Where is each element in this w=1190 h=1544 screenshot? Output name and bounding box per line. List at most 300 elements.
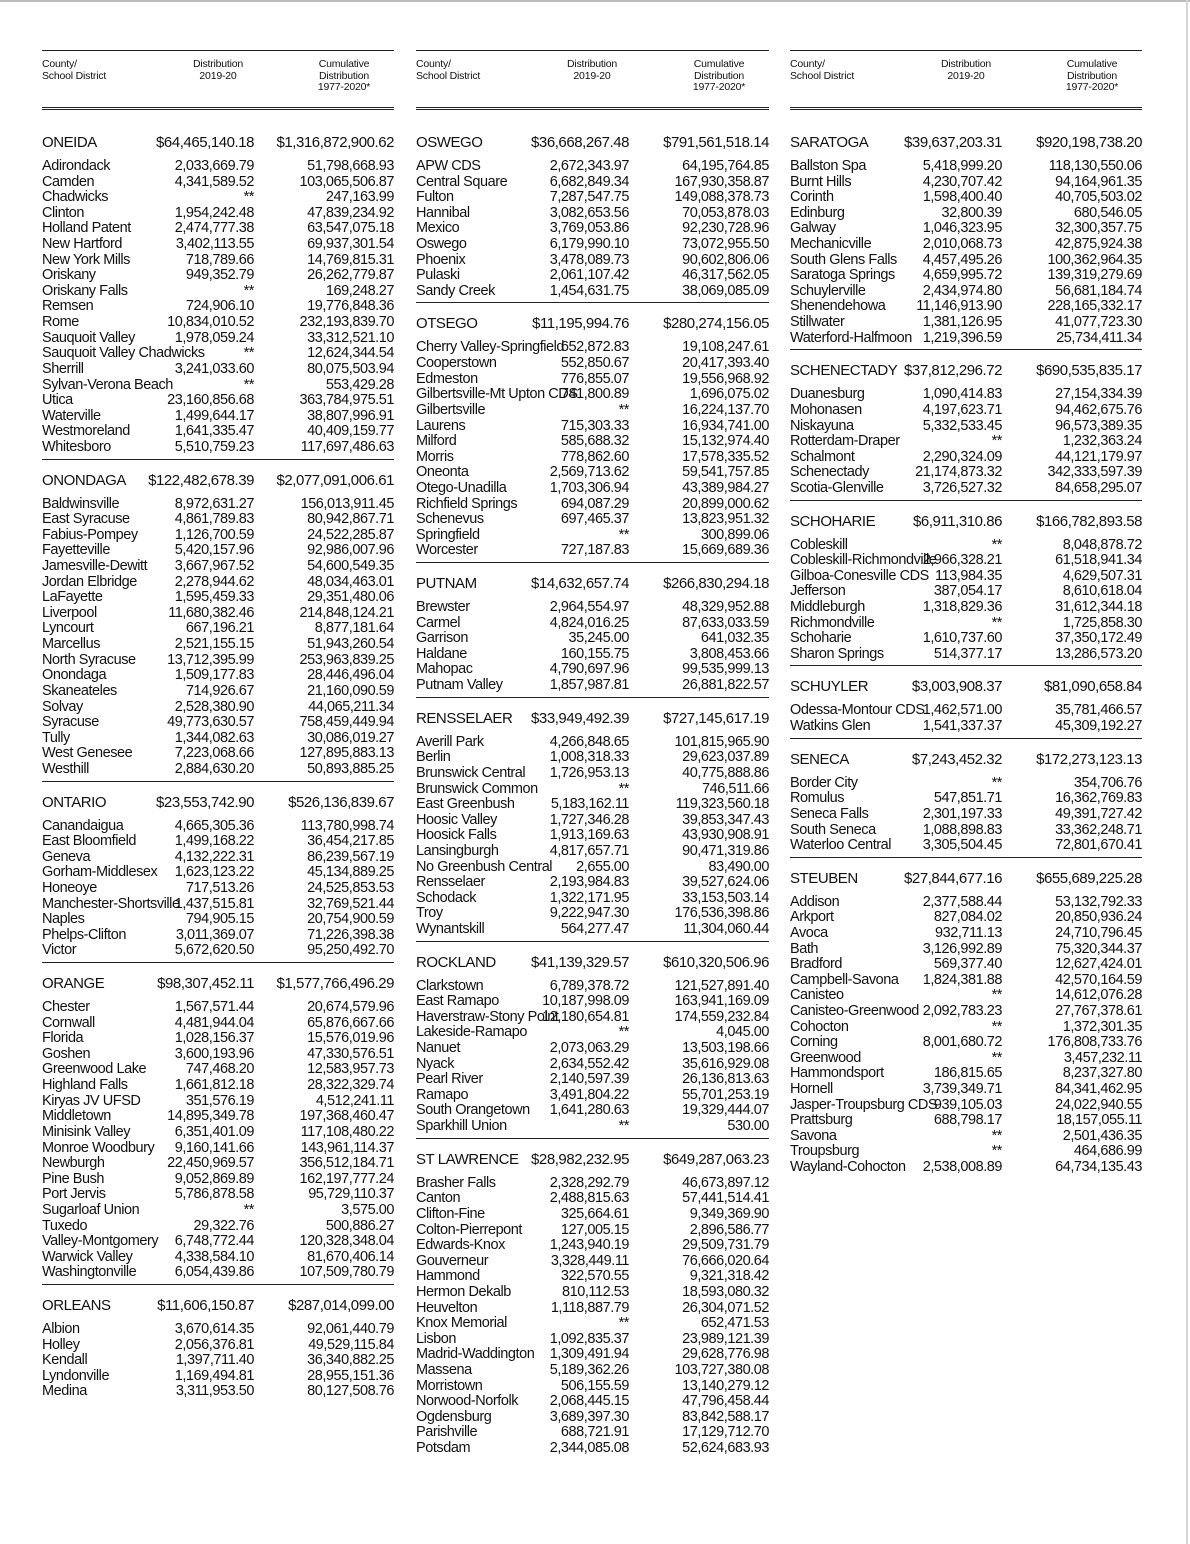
district-cumulative: 92,061,440.79 bbox=[307, 1321, 394, 1337]
table-row bbox=[416, 1254, 769, 1270]
table-row bbox=[42, 331, 394, 347]
district-cumulative: 162,197,777.24 bbox=[299, 1170, 394, 1187]
district-cumulative: 20,417,393.40 bbox=[682, 355, 769, 372]
district-distribution: 2,328,292.79 bbox=[549, 1174, 629, 1191]
table-row bbox=[416, 268, 769, 284]
table-row bbox=[790, 284, 1142, 300]
table-row bbox=[416, 616, 769, 632]
district-name: Brunswick Common bbox=[416, 780, 538, 797]
table-row bbox=[42, 1338, 394, 1354]
district-distribution: 1,219,396.59 bbox=[922, 329, 1002, 346]
district-cumulative: 174,559,232.84 bbox=[674, 1008, 769, 1025]
table-row bbox=[416, 844, 769, 860]
table-row bbox=[790, 957, 1142, 973]
district-distribution: 6,748,772.44 bbox=[174, 1233, 254, 1250]
district-cumulative: 167,930,358.87 bbox=[674, 173, 769, 190]
district-cumulative: 17,578,335.52 bbox=[682, 448, 769, 465]
district-distribution: 1,598,400.40 bbox=[922, 189, 1002, 206]
table-row bbox=[790, 1035, 1142, 1051]
table-row bbox=[416, 631, 769, 647]
district-cumulative: 49,391,727.42 bbox=[1055, 805, 1142, 822]
table-row bbox=[790, 973, 1142, 989]
district-distribution: 3,670,614.35 bbox=[174, 1321, 254, 1337]
district-distribution: 552,850.67 bbox=[560, 355, 629, 372]
district-cumulative: 20,674,579.96 bbox=[307, 999, 394, 1016]
column-header bbox=[790, 50, 1142, 110]
district-cumulative: 101,815,965.90 bbox=[674, 733, 769, 750]
district-name: Wayland-Cohocton bbox=[790, 1159, 906, 1176]
county-row bbox=[416, 128, 769, 158]
district-name: Middleburgh bbox=[790, 599, 865, 616]
district-name: Schenectady bbox=[790, 464, 869, 481]
district-distribution: 1,661,812.18 bbox=[174, 1077, 254, 1094]
district-distribution: 49,773,630.57 bbox=[167, 714, 254, 731]
district-cumulative: 143,961,114.37 bbox=[300, 1139, 394, 1156]
table-row bbox=[416, 237, 769, 253]
district-list bbox=[416, 1176, 769, 1457]
district-cumulative: 758,459,449.94 bbox=[299, 714, 394, 731]
county-distribution: $33,949,492.39 bbox=[531, 709, 629, 727]
district-name: Berlin bbox=[416, 749, 451, 766]
county-cumulative: $920,198,738.20 bbox=[1036, 134, 1142, 151]
district-cumulative: 3,808,453.66 bbox=[689, 645, 769, 662]
table-row bbox=[790, 159, 1142, 175]
district-name: Canisteo bbox=[790, 987, 844, 1004]
district-distribution: ** bbox=[991, 433, 1002, 450]
district-name: Pulaski bbox=[416, 267, 460, 284]
district-distribution: 32,800.39 bbox=[941, 204, 1002, 221]
district-cumulative: 12,627,424.01 bbox=[1055, 956, 1142, 973]
table-row bbox=[42, 543, 394, 559]
county-row bbox=[416, 948, 769, 978]
county-cumulative: $690,535,835.17 bbox=[1036, 362, 1142, 380]
county-row bbox=[790, 128, 1142, 158]
page-top-border bbox=[0, 0, 1190, 2]
district-distribution: 547,851.71 bbox=[933, 790, 1002, 807]
district-distribution: 160,155.75 bbox=[560, 645, 629, 662]
district-distribution: 3,769,053.86 bbox=[549, 220, 629, 237]
district-cumulative: 1,232,363.24 bbox=[1062, 433, 1142, 450]
table-row bbox=[416, 891, 769, 907]
header-county: County/ School District bbox=[790, 58, 855, 82]
district-distribution: 514,377.17 bbox=[933, 645, 1002, 662]
district-cumulative: 37,350,172.49 bbox=[1055, 630, 1142, 647]
district-cumulative: 18,593,080.32 bbox=[682, 1283, 769, 1300]
district-cumulative: 641,032.35 bbox=[700, 630, 769, 647]
district-distribution: 3,305,504.45 bbox=[922, 837, 1002, 854]
district-cumulative: 15,576,019.96 bbox=[307, 1030, 394, 1047]
table-row bbox=[42, 346, 394, 362]
table-row bbox=[42, 268, 394, 284]
district-name: Waterville bbox=[42, 407, 101, 424]
table-row bbox=[416, 1041, 769, 1057]
table-row bbox=[42, 1047, 394, 1063]
district-distribution: 1,954,242.48 bbox=[174, 204, 254, 221]
district-distribution: 2,092,783.23 bbox=[922, 1002, 1002, 1019]
district-distribution: 11,680,382.46 bbox=[168, 604, 254, 621]
district-name: Pearl River bbox=[416, 1071, 483, 1088]
district-distribution: 5,786,878.58 bbox=[174, 1186, 254, 1203]
district-cumulative: 90,602,806.06 bbox=[682, 251, 769, 268]
district-cumulative: 1,372,301.35 bbox=[1062, 1018, 1142, 1035]
district-distribution: 2,193,984.83 bbox=[549, 874, 629, 891]
district-name: Savona bbox=[790, 1127, 837, 1144]
district-distribution: 2,528,380.90 bbox=[174, 698, 254, 715]
county-name: SCHUYLER bbox=[790, 678, 869, 696]
district-cumulative: 20,754,900.59 bbox=[307, 911, 394, 928]
district-cumulative: 64,195,764.85 bbox=[682, 158, 769, 174]
district-cumulative: 32,300,357.75 bbox=[1055, 220, 1142, 237]
district-distribution: 2,538,008.89 bbox=[922, 1159, 1002, 1176]
district-name: Mechanicville bbox=[790, 236, 872, 253]
table-row bbox=[416, 481, 769, 497]
district-cumulative: 48,034,463.01 bbox=[307, 573, 394, 590]
district-name: Oriskany Falls bbox=[42, 282, 128, 299]
district-name: Corning bbox=[790, 1034, 838, 1051]
district-name: West Genesee bbox=[42, 745, 133, 762]
table-row bbox=[790, 1144, 1142, 1160]
district-distribution: 2,061,107.42 bbox=[549, 267, 629, 284]
district-cumulative: 90,471,319.86 bbox=[682, 842, 769, 859]
table-row bbox=[42, 865, 394, 881]
district-cumulative: 31,612,344.18 bbox=[1055, 599, 1142, 616]
district-distribution: 2,434,974.80 bbox=[922, 282, 1002, 299]
district-cumulative: 103,727,380.08 bbox=[674, 1362, 769, 1378]
district-distribution: 724,906.10 bbox=[185, 298, 254, 315]
table-row bbox=[416, 512, 769, 528]
table-row bbox=[42, 943, 394, 959]
table-row bbox=[42, 575, 394, 591]
district-name: Phoenix bbox=[416, 251, 466, 268]
district-cumulative: 35,781,466.57 bbox=[1055, 702, 1142, 719]
section-divider bbox=[42, 962, 394, 963]
county-name: SCHENECTADY bbox=[790, 362, 898, 380]
district-distribution: 12,180,654.81 bbox=[542, 1008, 629, 1025]
district-distribution: 3,478,089.73 bbox=[549, 251, 629, 268]
district-list bbox=[42, 819, 394, 959]
district-cumulative: 652,471.53 bbox=[700, 1315, 769, 1332]
district-distribution: ** bbox=[991, 774, 1002, 791]
county-section bbox=[416, 1145, 769, 1457]
district-name: Shenendehowa bbox=[790, 298, 886, 315]
district-cumulative: 163,941,169.09 bbox=[674, 993, 769, 1010]
district-cumulative: 197,368,460.47 bbox=[299, 1108, 394, 1125]
district-name: East Ramapo bbox=[416, 993, 499, 1010]
district-name: Skaneateles bbox=[42, 682, 117, 699]
district-distribution: 3,011,369.07 bbox=[175, 926, 254, 943]
table-row bbox=[416, 678, 769, 694]
district-name: Bath bbox=[790, 940, 819, 957]
district-name: Cornwall bbox=[42, 1014, 95, 1031]
district-distribution: 1,397,711.40 bbox=[175, 1352, 254, 1369]
district-distribution: ** bbox=[991, 1018, 1002, 1035]
table-row bbox=[42, 378, 394, 394]
district-cumulative: 247,163.99 bbox=[325, 189, 394, 206]
table-row bbox=[416, 1269, 769, 1285]
district-name: Gorham-Middlesex bbox=[42, 864, 158, 881]
district-distribution: 1,541,337.37 bbox=[922, 718, 1002, 735]
district-cumulative: 169,248.27 bbox=[325, 282, 394, 299]
table-row bbox=[42, 928, 394, 944]
district-cumulative: 39,527,624.06 bbox=[682, 874, 769, 891]
district-cumulative: 28,955,151.36 bbox=[307, 1367, 394, 1384]
district-cumulative: 25,734,411.34 bbox=[1056, 329, 1142, 346]
district-cumulative: 500,886.27 bbox=[325, 1217, 394, 1234]
table-row bbox=[416, 1176, 769, 1192]
district-distribution: 113,984.35 bbox=[935, 567, 1002, 584]
table-row bbox=[790, 1051, 1142, 1067]
district-cumulative: 30,086,019.27 bbox=[307, 729, 394, 746]
district-distribution: 1,243,940.19 bbox=[549, 1237, 629, 1254]
section-divider bbox=[416, 1138, 769, 1139]
district-name: Schoharie bbox=[790, 630, 852, 647]
table-row bbox=[416, 1316, 769, 1332]
county-row bbox=[42, 128, 394, 158]
district-name: Greenwood bbox=[790, 1049, 861, 1066]
district-cumulative: 69,937,301.54 bbox=[307, 236, 394, 253]
table-row bbox=[416, 221, 769, 237]
county-distribution: $23,553,742.90 bbox=[156, 793, 254, 811]
district-name: Highland Falls bbox=[42, 1077, 128, 1094]
district-cumulative: 54,600,549.35 bbox=[307, 558, 394, 575]
table-row bbox=[416, 1347, 769, 1363]
district-name: Rotterdam-Draper bbox=[790, 433, 900, 450]
table-row bbox=[416, 647, 769, 663]
table-row bbox=[42, 284, 394, 300]
district-cumulative: 51,943,260.54 bbox=[307, 636, 394, 653]
district-cumulative: 73,072,955.50 bbox=[682, 236, 769, 253]
district-name: Canandaigua bbox=[42, 817, 124, 834]
district-cumulative: 33,362,248.71 bbox=[1055, 821, 1142, 838]
district-name: Liverpool bbox=[42, 604, 97, 621]
table-row bbox=[416, 906, 769, 922]
table-row bbox=[42, 1384, 394, 1400]
district-name: Kiryas JV UFSD bbox=[42, 1092, 141, 1109]
table-row bbox=[42, 159, 394, 175]
district-distribution: 4,338,584.10 bbox=[174, 1248, 254, 1265]
district-name: Edwards-Knox bbox=[416, 1237, 505, 1254]
district-distribution: 932,711.13 bbox=[935, 924, 1002, 941]
district-cumulative: 9,321,318.42 bbox=[689, 1268, 769, 1285]
district-distribution: 810,112.53 bbox=[562, 1283, 629, 1300]
district-cumulative: 50,893,885.25 bbox=[307, 760, 394, 777]
district-cumulative: 26,304,071.52 bbox=[682, 1299, 769, 1316]
district-name: Potsdam bbox=[416, 1440, 471, 1457]
table-row bbox=[790, 465, 1142, 481]
district-cumulative: 356,512,184.71 bbox=[299, 1155, 394, 1172]
table-row bbox=[42, 1322, 394, 1338]
district-distribution: 5,510,759.23 bbox=[174, 438, 254, 455]
district-list bbox=[42, 497, 394, 778]
district-distribution: 688,721.91 bbox=[560, 1424, 629, 1441]
column-body bbox=[42, 128, 394, 1400]
county-distribution: $3,003,908.37 bbox=[911, 678, 1002, 696]
table-row bbox=[416, 528, 769, 544]
table-row bbox=[416, 434, 769, 450]
district-name: South Orangetown bbox=[416, 1102, 530, 1119]
county-section bbox=[42, 466, 394, 782]
district-name: Sauquoit Valley bbox=[42, 329, 135, 346]
district-cumulative: 16,224,137.70 bbox=[682, 401, 769, 418]
district-cumulative: 9,349,369.90 bbox=[689, 1205, 769, 1222]
district-distribution: 2,344,085.08 bbox=[549, 1440, 629, 1457]
table-row bbox=[790, 703, 1142, 719]
table-row bbox=[416, 875, 769, 891]
table-column-1 bbox=[42, 50, 394, 1400]
county-distribution: $98,307,452.11 bbox=[157, 975, 254, 993]
district-distribution: 9,052,869.89 bbox=[174, 1170, 254, 1187]
district-distribution: 1,509,177.83 bbox=[174, 667, 254, 684]
section-divider bbox=[790, 665, 1142, 666]
district-name: Westmoreland bbox=[42, 423, 130, 440]
district-name: Waterloo Central bbox=[790, 837, 892, 854]
county-cumulative: $1,316,872,900.62 bbox=[276, 134, 394, 151]
district-name: Rome bbox=[42, 314, 79, 331]
district-name: Hoosic Valley bbox=[416, 811, 497, 828]
district-distribution: 11,146,913.90 bbox=[916, 298, 1002, 315]
table-row bbox=[42, 1078, 394, 1094]
table-row bbox=[790, 1129, 1142, 1145]
district-distribution: 827,084.02 bbox=[933, 909, 1002, 926]
district-cumulative: 14,769,815.31 bbox=[307, 251, 394, 268]
district-cumulative: 96,573,389.35 bbox=[1055, 417, 1142, 434]
county-row bbox=[416, 1145, 769, 1175]
table-row bbox=[416, 750, 769, 766]
district-list bbox=[790, 387, 1142, 496]
section-divider bbox=[790, 349, 1142, 350]
district-cumulative: 47,330,576.51 bbox=[307, 1045, 394, 1062]
district-list bbox=[42, 1322, 394, 1400]
district-distribution: ** bbox=[991, 1049, 1002, 1066]
district-name: Clifton-Fine bbox=[416, 1205, 485, 1222]
district-name: Worcester bbox=[416, 542, 478, 559]
district-name: Chester bbox=[42, 999, 90, 1016]
district-distribution: 2,474,777.38 bbox=[174, 220, 254, 237]
table-row bbox=[42, 253, 394, 269]
district-name: Westhill bbox=[42, 760, 89, 777]
county-section bbox=[42, 128, 394, 460]
table-row bbox=[416, 190, 769, 206]
county-name: ONTARIO bbox=[42, 793, 107, 811]
district-cumulative: 4,512,241.11 bbox=[315, 1092, 394, 1109]
district-name: Sylvan-Verona Beach bbox=[42, 376, 173, 393]
district-cumulative: 38,069,085.09 bbox=[682, 282, 769, 299]
district-name: Schalmont bbox=[790, 448, 855, 465]
district-cumulative: 19,776,848.36 bbox=[307, 298, 394, 315]
section-divider bbox=[416, 941, 769, 942]
district-distribution: 4,790,697.96 bbox=[549, 661, 629, 678]
table-row bbox=[42, 637, 394, 653]
district-cumulative: 363,784,975.51 bbox=[299, 392, 394, 409]
district-name: Seneca Falls bbox=[790, 805, 869, 822]
district-name: Knox Memorial bbox=[416, 1315, 507, 1332]
section-divider bbox=[42, 1284, 394, 1285]
district-cumulative: 13,823,951.32 bbox=[682, 511, 769, 528]
district-name: Oswego bbox=[416, 236, 467, 253]
county-name: OSWEGO bbox=[416, 134, 483, 151]
district-cumulative: 1,696,075.02 bbox=[689, 386, 769, 403]
district-cumulative: 80,075,503.94 bbox=[307, 360, 394, 377]
district-distribution: 1,623,123.22 bbox=[174, 864, 254, 881]
district-cumulative: 71,226,398.38 bbox=[307, 926, 394, 943]
district-distribution: 325,664.61 bbox=[560, 1205, 629, 1222]
district-distribution: 939,105.03 bbox=[933, 1096, 1002, 1113]
district-distribution: ** bbox=[618, 401, 629, 418]
district-name: Laurens bbox=[416, 417, 466, 434]
district-cumulative: 21,160,090.59 bbox=[307, 682, 394, 699]
district-name: Hannibal bbox=[416, 204, 470, 221]
district-cumulative: 13,503,198.66 bbox=[682, 1040, 769, 1057]
district-cumulative: 29,351,480.06 bbox=[307, 589, 394, 606]
district-distribution: 4,665,305.36 bbox=[174, 817, 254, 834]
county-section bbox=[790, 672, 1142, 738]
district-distribution: 5,332,533.45 bbox=[922, 417, 1002, 434]
district-distribution: 322,570.55 bbox=[560, 1268, 629, 1285]
district-name: Otego-Unadilla bbox=[416, 479, 507, 496]
header-cumulative: Cumulative Distribution 1977-2020* bbox=[317, 58, 371, 93]
table-row bbox=[790, 403, 1142, 419]
header-distribution: Distribution 2019-20 bbox=[940, 58, 992, 82]
district-list bbox=[790, 159, 1142, 346]
district-cumulative: 300,899.06 bbox=[700, 526, 769, 543]
header-county: County/ School District bbox=[42, 58, 107, 82]
table-row bbox=[790, 616, 1142, 632]
district-cumulative: 75,320,344.37 bbox=[1055, 940, 1142, 957]
district-cumulative: 33,153,503.14 bbox=[682, 889, 769, 906]
table-row bbox=[790, 1160, 1142, 1176]
table-row bbox=[416, 1425, 769, 1441]
county-row bbox=[42, 788, 394, 818]
county-cumulative: $280,274,156.05 bbox=[663, 315, 769, 333]
district-distribution: 2,068,445.15 bbox=[549, 1393, 629, 1410]
district-name: Edinburg bbox=[790, 204, 845, 221]
district-name: APW CDS bbox=[416, 158, 481, 174]
district-name: Kendall bbox=[42, 1352, 88, 1369]
district-cumulative: 95,729,110.37 bbox=[308, 1186, 394, 1203]
district-distribution: 667,196.21 bbox=[185, 620, 254, 637]
district-cumulative: 70,053,878.03 bbox=[682, 204, 769, 221]
county-distribution: $41,139,329.57 bbox=[531, 953, 629, 971]
table-row bbox=[42, 834, 394, 850]
district-name: Baldwinsville bbox=[42, 495, 120, 512]
district-name: East Greenbush bbox=[416, 796, 515, 813]
district-cumulative: 14,612,076.28 bbox=[1055, 987, 1142, 1004]
district-cumulative: 61,518,941.34 bbox=[1055, 552, 1142, 569]
district-cumulative: 553,429.28 bbox=[325, 376, 394, 393]
county-section bbox=[790, 507, 1142, 667]
table-row bbox=[42, 315, 394, 331]
district-cumulative: 32,769,521.44 bbox=[307, 895, 394, 912]
table-row bbox=[42, 440, 394, 456]
district-name: Scotia-Glenville bbox=[790, 479, 884, 496]
table-row bbox=[42, 850, 394, 866]
district-cumulative: 15,669,689.36 bbox=[682, 542, 769, 559]
district-name: Morris bbox=[416, 448, 454, 465]
district-cumulative: 1,725,858.30 bbox=[1062, 614, 1142, 631]
county-row bbox=[790, 672, 1142, 702]
district-name: Mahopac bbox=[416, 661, 473, 678]
county-row bbox=[42, 1291, 394, 1321]
table-row bbox=[416, 465, 769, 481]
district-name: Colton-Pierrepont bbox=[416, 1221, 522, 1238]
district-name: Lansingburgh bbox=[416, 842, 499, 859]
district-name: Fabius-Pompey bbox=[42, 526, 138, 543]
county-section bbox=[42, 1291, 394, 1400]
district-distribution: 1,118,887.79 bbox=[550, 1299, 629, 1316]
district-distribution: 2,488,815.63 bbox=[549, 1190, 629, 1207]
district-cumulative: 43,930,908.91 bbox=[682, 827, 769, 844]
district-distribution: 1,641,335.47 bbox=[174, 423, 254, 440]
